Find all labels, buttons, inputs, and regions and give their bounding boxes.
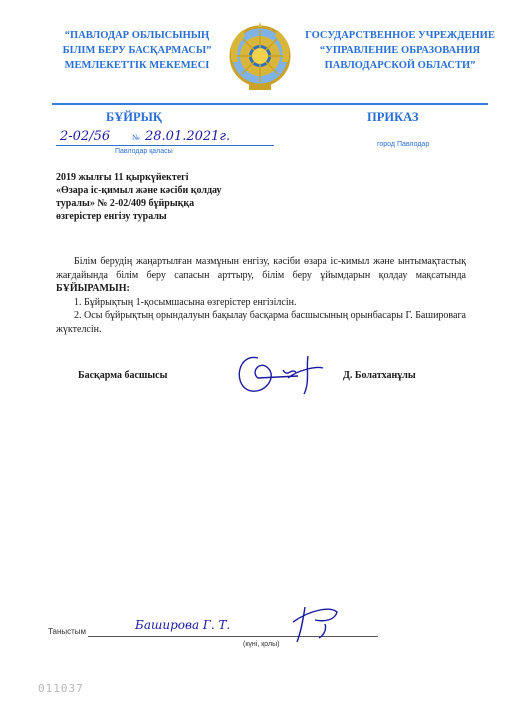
header-divider bbox=[52, 103, 488, 105]
signatory-position: Басқарма басшысы bbox=[78, 370, 168, 381]
header-left-line-1: “ПАВЛОДАР ОБЛЫСЫНЫҢ bbox=[64, 30, 210, 41]
header-right-line-3: ПАВЛОДАРСКОЙ ОБЛАСТИ” bbox=[324, 60, 476, 71]
serial-number: 011037 bbox=[38, 682, 84, 695]
body-item-2: 2. Осы бұйрықтың орындалуын бақылау басқарма басшысының орынбасары Г. Башировага жүктелсін. bbox=[56, 310, 466, 335]
body-intro bbox=[56, 255, 466, 296]
ack-handwritten: Баширова Г. Т. bbox=[135, 618, 231, 632]
header-right-line-2: “УПРАВЛЕНИЕ ОБРАЗОВАНИЯ bbox=[319, 45, 481, 56]
subject-block bbox=[56, 171, 276, 223]
header-right-line-1: ГОСУДАРСТВЕННОЕ УЧРЕЖДЕНИЕ bbox=[305, 30, 495, 41]
header-left-line-2: БІЛІМ БЕРУ БАСҚАРМАСЫ” bbox=[62, 45, 212, 56]
body-item-1: 1. Бұйрықтың 1-қосымшасына өзгерістер енгізілсін. bbox=[74, 296, 297, 308]
registration-date: 28.01.2021г. bbox=[145, 129, 231, 144]
subject-line-4: өзгерістер енгізу туралы bbox=[56, 211, 167, 222]
doc-type-ru: ПРИКАЗ bbox=[367, 110, 419, 124]
order-word: БҰЙЫРАМЫН: bbox=[56, 283, 130, 294]
state-emblem-icon bbox=[229, 22, 291, 92]
ack-caption: (күні, қолы) bbox=[243, 641, 280, 648]
subject-line-3: туралы» № 2-02/409 бұйрыққа bbox=[56, 198, 195, 209]
header-left-line-3: МЕМЛЕКЕТТІК МЕКЕМЕСІ bbox=[64, 60, 210, 71]
registration-number: 2-02/56 bbox=[60, 129, 111, 144]
signature-mark-icon bbox=[228, 348, 328, 398]
subject-line-1: 2019 жылғы 11 қыркүйектегі bbox=[56, 172, 189, 183]
ack-signature-icon bbox=[285, 602, 345, 644]
city-ru: город Павлодар bbox=[377, 141, 430, 148]
ack-label: Таныстым bbox=[48, 627, 87, 636]
header-left bbox=[52, 28, 222, 73]
body-intro-text: Білім берудің жаңартылған мазмұнын енгізу, кәсіби өзара іс-кимыл және ынтымақтастық жағдайында білім беру сапасын арттыру, білім беру ұйымдарын қолдау мақсатында bbox=[56, 256, 466, 281]
city-kz: Павлодар қаласы bbox=[115, 148, 173, 155]
subject-line-2: «Өзара іс-қимыл және кәсіби қолдау bbox=[56, 185, 222, 196]
body-text bbox=[56, 255, 466, 336]
registration-underline bbox=[56, 145, 274, 146]
number-sign: № bbox=[132, 133, 140, 142]
doc-type-kz: БҰЙРЫҚ bbox=[106, 110, 162, 124]
signatory-name: Д. Болатханұлы bbox=[343, 370, 416, 381]
header-right bbox=[300, 28, 500, 73]
